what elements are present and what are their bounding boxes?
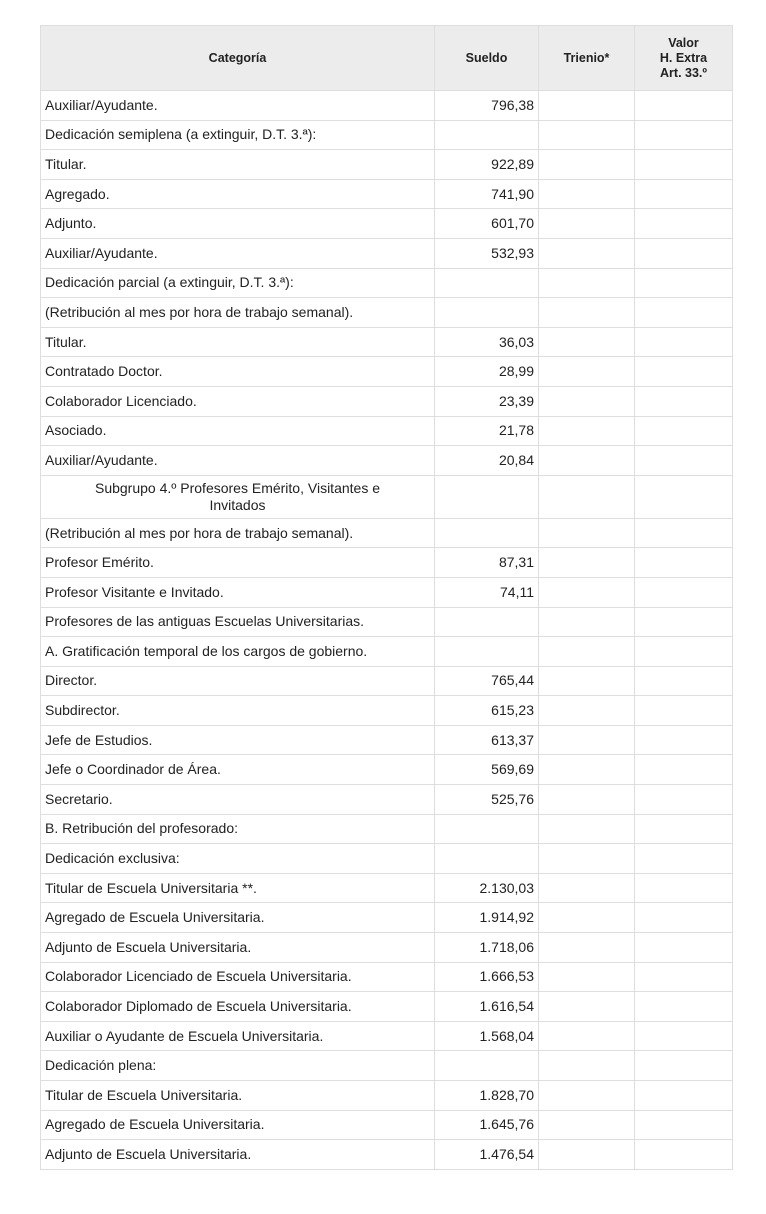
header-row — [41, 26, 733, 91]
cell-valor — [635, 238, 733, 268]
cell-trienio — [539, 518, 635, 548]
cell-sueldo — [435, 844, 539, 874]
cell-valor — [635, 475, 733, 518]
cell-sueldo: 569,69 — [435, 755, 539, 785]
cell-sueldo — [435, 120, 539, 150]
cell-trienio — [539, 475, 635, 518]
table-row — [41, 120, 733, 150]
cell-categoria: Colaborador Diplomado de Escuela Universitaria. — [41, 992, 435, 1022]
cell-valor — [635, 1021, 733, 1051]
cell-sueldo: 796,38 — [435, 91, 539, 121]
table-row — [41, 962, 733, 992]
cell-sueldo: 613,37 — [435, 725, 539, 755]
cell-valor — [635, 518, 733, 548]
cell-categoria: B. Retribución del profesorado: — [41, 814, 435, 844]
cell-trienio — [539, 962, 635, 992]
cell-valor — [635, 577, 733, 607]
header-valor-line-2: H. Extra — [659, 50, 708, 65]
table-row — [41, 725, 733, 755]
table-body — [41, 91, 733, 1170]
cell-valor — [635, 209, 733, 239]
cell-categoria: Agregado de Escuela Universitaria. — [41, 1110, 435, 1140]
cell-sueldo — [435, 298, 539, 328]
cell-valor — [635, 1140, 733, 1170]
table-row — [41, 91, 733, 121]
cell-trienio — [539, 873, 635, 903]
cell-trienio — [539, 814, 635, 844]
header-trienio: Trienio* — [539, 26, 635, 91]
cell-trienio — [539, 120, 635, 150]
cell-trienio — [539, 637, 635, 667]
cell-trienio — [539, 446, 635, 476]
table-row — [41, 386, 733, 416]
cell-categoria: Auxiliar/Ayudante. — [41, 238, 435, 268]
cell-sueldo — [435, 268, 539, 298]
table-row — [41, 755, 733, 785]
cell-categoria: Dedicación semiplena (a extinguir, D.T. 3.ª): — [41, 120, 435, 150]
cell-sueldo: 28,99 — [435, 357, 539, 387]
cell-sueldo: 741,90 — [435, 179, 539, 209]
cell-trienio — [539, 386, 635, 416]
cell-sueldo: 1.718,06 — [435, 933, 539, 963]
cell-sueldo — [435, 518, 539, 548]
cell-categoria: Colaborador Licenciado. — [41, 386, 435, 416]
cell-sueldo — [435, 475, 539, 518]
cell-trienio — [539, 666, 635, 696]
cell-categoria: Titular. — [41, 150, 435, 180]
cell-trienio — [539, 933, 635, 963]
cell-sueldo: 74,11 — [435, 577, 539, 607]
cell-sueldo: 21,78 — [435, 416, 539, 446]
cell-categoria: Dedicación exclusiva: — [41, 844, 435, 874]
cell-categoria: Profesores de las antiguas Escuelas Universitarias. — [41, 607, 435, 637]
cell-sueldo: 1.666,53 — [435, 962, 539, 992]
cell-valor — [635, 298, 733, 328]
cell-valor — [635, 933, 733, 963]
table-row — [41, 357, 733, 387]
cell-valor — [635, 416, 733, 446]
table-row — [41, 666, 733, 696]
table-row — [41, 475, 733, 518]
cell-valor — [635, 150, 733, 180]
cell-trienio — [539, 755, 635, 785]
cell-valor — [635, 903, 733, 933]
table-row — [41, 1051, 733, 1081]
cell-valor — [635, 386, 733, 416]
cell-trienio — [539, 268, 635, 298]
table-row — [41, 548, 733, 578]
cell-sueldo: 36,03 — [435, 327, 539, 357]
cell-valor — [635, 120, 733, 150]
cell-categoria: Dedicación parcial (a extinguir, D.T. 3.ª): — [41, 268, 435, 298]
table-row — [41, 814, 733, 844]
table-row — [41, 268, 733, 298]
table-row — [41, 992, 733, 1022]
cell-categoria: Colaborador Licenciado de Escuela Universitaria. — [41, 962, 435, 992]
cell-valor — [635, 548, 733, 578]
cell-sueldo: 525,76 — [435, 785, 539, 815]
cell-trienio — [539, 548, 635, 578]
cell-sueldo: 20,84 — [435, 446, 539, 476]
table-row — [41, 416, 733, 446]
cell-categoria: Titular. — [41, 327, 435, 357]
cell-valor — [635, 179, 733, 209]
header-categoria: Categoría — [41, 26, 435, 91]
cell-valor — [635, 755, 733, 785]
cell-sueldo: 1.568,04 — [435, 1021, 539, 1051]
cell-trienio — [539, 179, 635, 209]
cell-valor — [635, 873, 733, 903]
table-row — [41, 844, 733, 874]
cell-categoria: Auxiliar o Ayudante de Escuela Universitaria. — [41, 1021, 435, 1051]
cell-valor — [635, 666, 733, 696]
table-row — [41, 1140, 733, 1170]
cell-valor — [635, 696, 733, 726]
cell-sueldo: 1.476,54 — [435, 1140, 539, 1170]
cell-valor — [635, 844, 733, 874]
cell-valor — [635, 357, 733, 387]
cell-valor — [635, 814, 733, 844]
cell-categoria: Adjunto de Escuela Universitaria. — [41, 933, 435, 963]
cell-valor — [635, 607, 733, 637]
cell-valor — [635, 91, 733, 121]
cell-categoria: (Retribución al mes por hora de trabajo semanal). — [41, 298, 435, 328]
cell-trienio — [539, 1051, 635, 1081]
cell-trienio — [539, 577, 635, 607]
cell-sueldo: 1.914,92 — [435, 903, 539, 933]
cell-trienio — [539, 607, 635, 637]
cell-trienio — [539, 1081, 635, 1111]
cell-categoria: Profesor Emérito. — [41, 548, 435, 578]
cell-trienio — [539, 416, 635, 446]
table-row — [41, 327, 733, 357]
table-row — [41, 607, 733, 637]
cell-trienio — [539, 903, 635, 933]
table-row — [41, 577, 733, 607]
header-valor-h-extra — [635, 26, 733, 91]
cell-categoria: Agregado de Escuela Universitaria. — [41, 903, 435, 933]
cell-sueldo: 1.828,70 — [435, 1081, 539, 1111]
cell-sueldo: 922,89 — [435, 150, 539, 180]
cell-valor — [635, 725, 733, 755]
cell-categoria: Jefe de Estudios. — [41, 725, 435, 755]
cell-categoria: Dedicación plena: — [41, 1051, 435, 1081]
cell-categoria: Agregado. — [41, 179, 435, 209]
cell-sueldo: 532,93 — [435, 238, 539, 268]
cell-categoria: Jefe o Coordinador de Área. — [41, 755, 435, 785]
table-row — [41, 209, 733, 239]
table-row — [41, 933, 733, 963]
table-row — [41, 1081, 733, 1111]
cell-valor — [635, 1110, 733, 1140]
cell-valor — [635, 1081, 733, 1111]
cell-sueldo — [435, 607, 539, 637]
cell-sueldo — [435, 814, 539, 844]
cell-trienio — [539, 298, 635, 328]
table-row — [41, 873, 733, 903]
cell-categoria: Auxiliar/Ayudante. — [41, 91, 435, 121]
cell-categoria: Auxiliar/Ayudante. — [41, 446, 435, 476]
table-row — [41, 637, 733, 667]
salary-table — [40, 25, 733, 1170]
cell-valor — [635, 1051, 733, 1081]
cell-sueldo: 1.645,76 — [435, 1110, 539, 1140]
cell-trienio — [539, 327, 635, 357]
cell-sueldo: 1.616,54 — [435, 992, 539, 1022]
cell-trienio — [539, 209, 635, 239]
cell-trienio — [539, 844, 635, 874]
table-row — [41, 150, 733, 180]
cell-valor — [635, 785, 733, 815]
table-row — [41, 1021, 733, 1051]
table-row — [41, 238, 733, 268]
cell-valor — [635, 637, 733, 667]
header-valor-line-1: Valor — [668, 35, 699, 50]
cell-categoria: Contratado Doctor. — [41, 357, 435, 387]
cell-categoria: Subgrupo 4.º Profesores Emérito, Visitantes e Invitados — [41, 475, 435, 518]
table-row — [41, 696, 733, 726]
cell-categoria: Director. — [41, 666, 435, 696]
cell-categoria: Titular de Escuela Universitaria. — [41, 1081, 435, 1111]
cell-categoria: A. Gratificación temporal de los cargos de gobierno. — [41, 637, 435, 667]
cell-categoria: Titular de Escuela Universitaria **. — [41, 873, 435, 903]
cell-categoria: Adjunto de Escuela Universitaria. — [41, 1140, 435, 1170]
cell-sueldo: 87,31 — [435, 548, 539, 578]
cell-valor — [635, 446, 733, 476]
cell-sueldo: 2.130,03 — [435, 873, 539, 903]
cell-trienio — [539, 150, 635, 180]
cell-trienio — [539, 238, 635, 268]
cell-valor — [635, 992, 733, 1022]
cell-valor — [635, 268, 733, 298]
cell-trienio — [539, 696, 635, 726]
cell-sueldo: 765,44 — [435, 666, 539, 696]
table-row — [41, 785, 733, 815]
cell-trienio — [539, 91, 635, 121]
cell-categoria: (Retribución al mes por hora de trabajo semanal). — [41, 518, 435, 548]
table-row — [41, 903, 733, 933]
table-row — [41, 179, 733, 209]
cell-sueldo: 615,23 — [435, 696, 539, 726]
cell-valor — [635, 327, 733, 357]
cell-categoria: Asociado. — [41, 416, 435, 446]
cell-trienio — [539, 1140, 635, 1170]
cell-trienio — [539, 357, 635, 387]
cell-trienio — [539, 725, 635, 755]
cell-trienio — [539, 1021, 635, 1051]
table-row — [41, 446, 733, 476]
header-sueldo: Sueldo — [435, 26, 539, 91]
cell-categoria: Adjunto. — [41, 209, 435, 239]
cell-trienio — [539, 1110, 635, 1140]
table-row — [41, 1110, 733, 1140]
cell-sueldo: 601,70 — [435, 209, 539, 239]
table-row — [41, 298, 733, 328]
cell-sueldo — [435, 1051, 539, 1081]
cell-sueldo — [435, 637, 539, 667]
cell-trienio — [539, 785, 635, 815]
cell-categoria: Subdirector. — [41, 696, 435, 726]
cell-trienio — [539, 992, 635, 1022]
cell-valor — [635, 962, 733, 992]
cell-sueldo: 23,39 — [435, 386, 539, 416]
cell-categoria: Profesor Visitante e Invitado. — [41, 577, 435, 607]
table-row — [41, 518, 733, 548]
cell-categoria: Secretario. — [41, 785, 435, 815]
header-valor-line-3: Art. 33.º — [660, 65, 707, 80]
